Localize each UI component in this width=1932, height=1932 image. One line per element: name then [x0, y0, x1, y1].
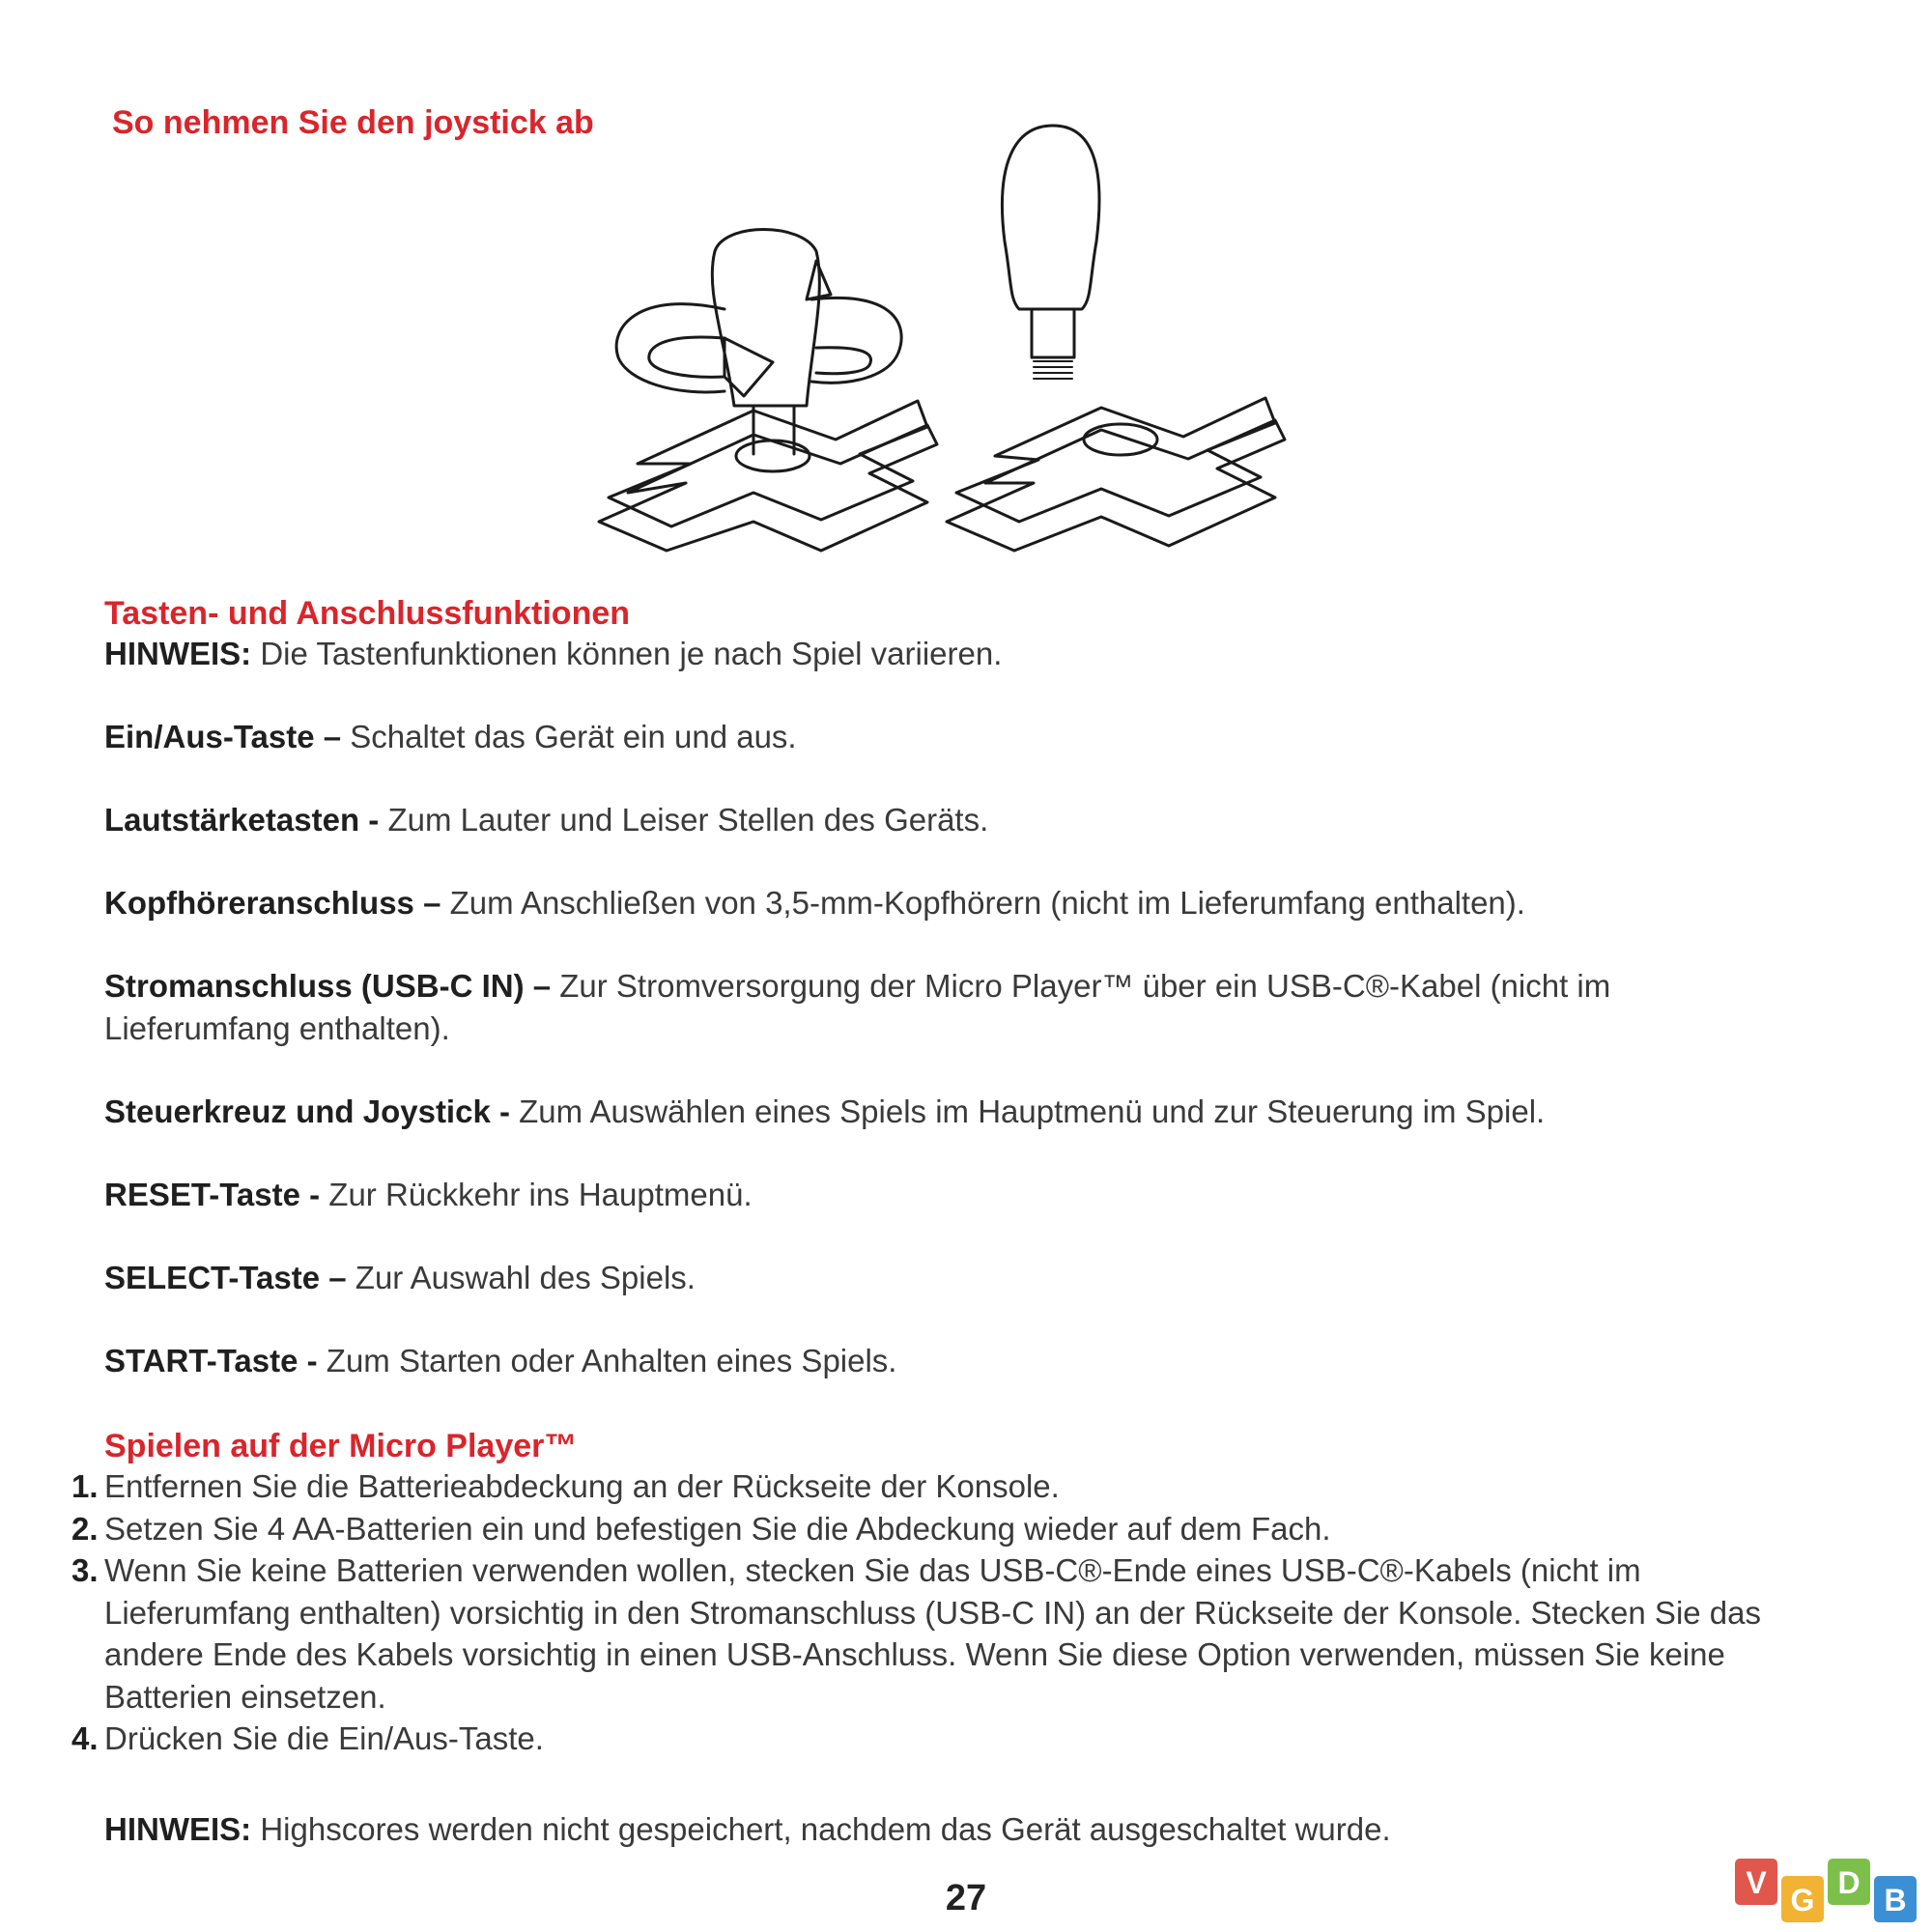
- functions-note: [104, 633, 1804, 675]
- function-item: [104, 799, 1804, 841]
- function-desc: Zur Rückkehr ins Hauptmenü.: [328, 1177, 753, 1212]
- dpad-base-right-icon: [947, 398, 1285, 551]
- function-desc: Zur Stromversorgung der Micro Player™ über ein USB-C®-Kabel (nicht im Lieferumfang enthalten).: [104, 968, 1611, 1046]
- function-term: RESET-Taste -: [104, 1177, 329, 1212]
- function-desc: Schaltet das Gerät ein und aus.: [350, 719, 797, 754]
- function-term: SELECT-Taste –: [104, 1260, 355, 1295]
- function-desc: Zum Starten oder Anhalten eines Spiels.: [326, 1343, 897, 1378]
- section-title-remove-joystick: So nehmen Sie den joystick ab: [112, 104, 594, 141]
- list-item: [71, 1508, 1810, 1550]
- step-text: Setzen Sie 4 AA-Batterien ein und befestigen Sie die Abdeckung wieder auf dem Fach.: [104, 1510, 1331, 1547]
- final-note: [104, 1808, 1391, 1851]
- function-term: Kopfhöreranschluss –: [104, 885, 450, 921]
- watermark-letter: V: [1746, 1865, 1767, 1900]
- list-item: [71, 1718, 1810, 1760]
- step-text: Wenn Sie keine Batterien verwenden wollen, stecken Sie das USB-C®-Ende eines USB-C®-Kabels (nicht im Lieferumfang enthalten) vorsichtig in den Stromanschluss (USB-C IN) an der Rückseite der Konsole. Stecken Sie das andere Ende des Kabels vorsichtig in einen USB-Anschluss. Wenn Sie diese Option verwenden, müssen Sie keine Batterien einsetzen.: [104, 1552, 1762, 1715]
- note-text: Highscores werden nicht gespeichert, nachdem das Gerät ausgeschaltet wurde.: [251, 1811, 1391, 1847]
- function-desc: Zur Auswahl des Spiels.: [355, 1260, 696, 1295]
- note-text: Die Tastenfunktionen können je nach Spiel variieren.: [251, 636, 1003, 671]
- note-label: HINWEIS:: [104, 1811, 252, 1847]
- functions-heading: Tasten- und Anschlussfunktionen: [104, 595, 631, 632]
- function-desc: Zum Auswählen eines Spiels im Hauptmenü und zur Steuerung im Spiel.: [519, 1094, 1546, 1129]
- step-number: 2.: [71, 1510, 99, 1547]
- joystick-knob-right-icon: [1002, 126, 1099, 379]
- functions-section: [104, 595, 1804, 1423]
- note-label: HINWEIS:: [104, 636, 252, 671]
- watermark-letter: B: [1884, 1883, 1907, 1918]
- step-number: 3.: [71, 1552, 99, 1588]
- function-item: [104, 1340, 1804, 1382]
- function-desc: Zum Lauter und Leiser Stellen des Geräts.: [387, 802, 989, 838]
- joystick-removal-illustration: [580, 106, 1372, 589]
- dpad-base-left-icon: [599, 401, 937, 551]
- function-item: [104, 882, 1804, 924]
- list-item: [71, 1549, 1810, 1718]
- step-text: Entfernen Sie die Batterieabdeckung an der Rückseite der Konsole.: [104, 1468, 1060, 1504]
- function-item: [104, 1174, 1804, 1216]
- page-number: 27: [945, 1878, 987, 1918]
- list-item: [71, 1465, 1810, 1508]
- function-term: Ein/Aus-Taste –: [104, 719, 351, 754]
- step-number: 1.: [71, 1468, 99, 1504]
- vgdb-watermark-logo: [1735, 1855, 1928, 1928]
- joystick-knob-left-icon: [712, 230, 819, 455]
- play-heading: Spielen auf der Micro Player™: [104, 1428, 578, 1464]
- function-item: [104, 1257, 1804, 1299]
- function-term: Stromanschluss (USB-C IN) –: [104, 968, 560, 1004]
- function-item: [104, 1091, 1804, 1133]
- function-term: Lautstärketasten -: [104, 802, 388, 838]
- function-term: START-Taste -: [104, 1343, 327, 1378]
- watermark-letter: D: [1837, 1865, 1861, 1900]
- function-item: [104, 965, 1804, 1050]
- play-section: [71, 1428, 1810, 1760]
- step-number: 4.: [71, 1720, 99, 1756]
- watermark-letter: G: [1790, 1883, 1815, 1918]
- function-desc: Zum Anschließen von 3,5-mm-Kopfhörern (nicht im Lieferumfang enthalten).: [449, 885, 1525, 921]
- function-item: [104, 716, 1804, 758]
- function-term: Steuerkreuz und Joystick -: [104, 1094, 520, 1129]
- step-text: Drücken Sie die Ein/Aus-Taste.: [104, 1720, 544, 1756]
- rotate-arrow-icon: [616, 261, 901, 396]
